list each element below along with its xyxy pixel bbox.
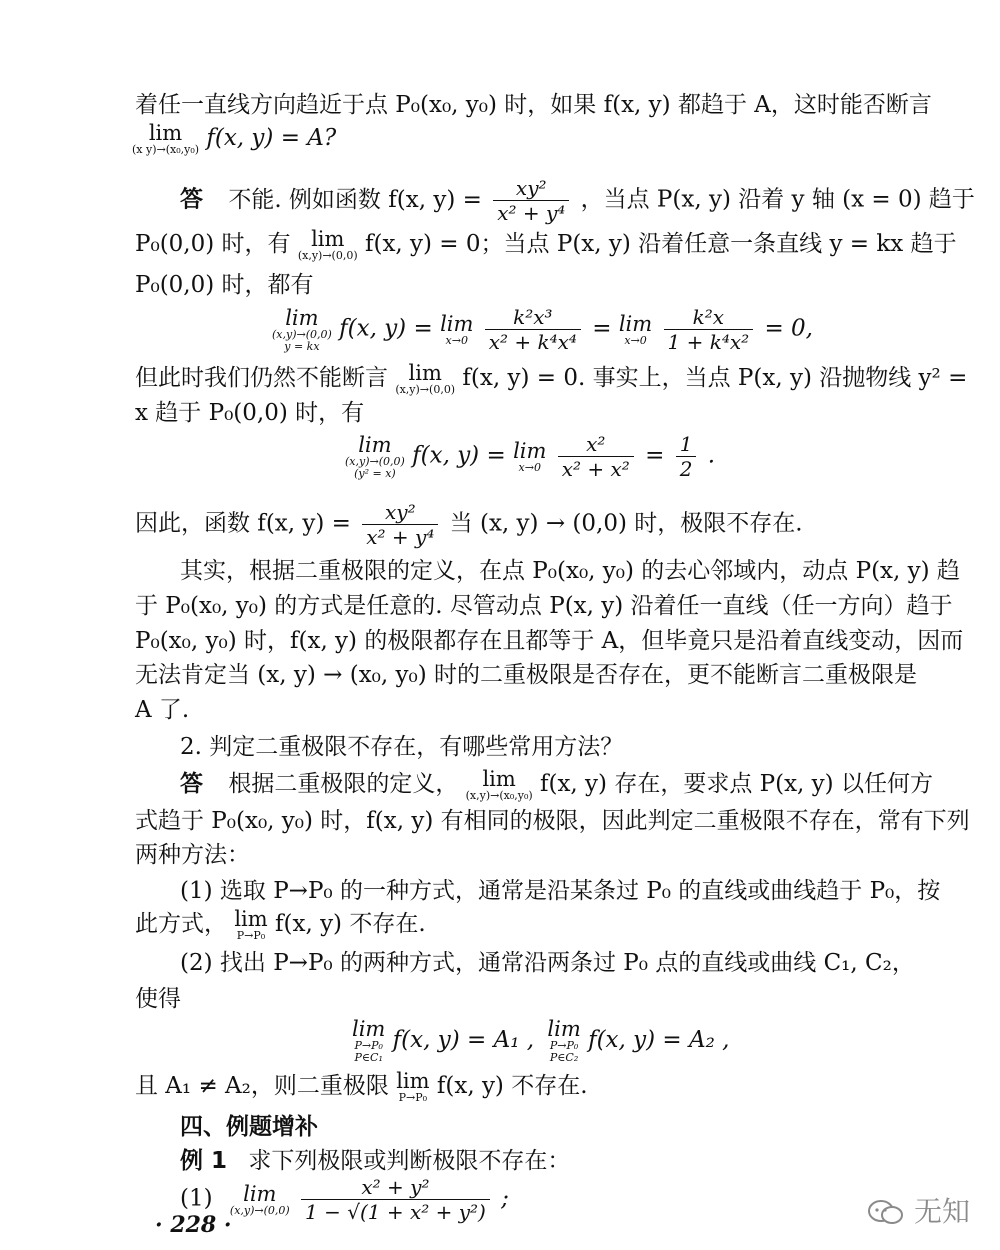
limit-operator: lim (x,y)→(0,0) (229, 1181, 290, 1217)
watermark (867, 1190, 970, 1230)
limit-operator: lim x→0 (440, 311, 474, 347)
example-line (180, 1146, 570, 1176)
paragraph-text: 使得 (135, 986, 181, 1012)
section-heading: 四、例题增补 (180, 1114, 318, 1140)
paragraph-text: 式趋于 P₀(x₀, y₀) 时，f(x, y) 有相同的极限，因此判定二重极限不存在，常有下列 (135, 808, 970, 834)
paragraph-text: f(x, y) 存在，要求点 P(x, y) 以任何方 (539, 771, 933, 797)
chat-bubble-icon (867, 1198, 905, 1228)
text-line (135, 90, 932, 120)
paragraph-text: 且 A₁ ≠ A₂，则二重极限 (135, 1073, 389, 1099)
text-line (180, 876, 940, 906)
text-line (135, 984, 181, 1014)
paragraph-text: A 了. (135, 697, 190, 723)
fraction: $\frac{\text{xy²}}{\text{x² + y⁴}}$ (493, 176, 569, 225)
paragraph-text: 不能. 例如函数 f(x, y) = (228, 186, 482, 213)
display-equation: lim (x,y)→(0,0) (y² = x) f(x, y) = lim x→0 $\frac{\text{x²}}{\text{x² + x²}}$ = $\frac{1}{2}$ . (345, 432, 716, 481)
text-line (135, 626, 963, 656)
text-line (135, 695, 189, 725)
text-line (135, 1070, 588, 1104)
limit-operator: lim P→P₀ P∈C₂ (547, 1017, 581, 1064)
paragraph-text: f(x, y) 不存在. (436, 1073, 588, 1099)
limit-operator: lim P→P₀ (234, 907, 268, 942)
text-line (135, 591, 953, 621)
fraction: $\frac{\text{x²}}{\text{x² + x²}}$ (558, 432, 634, 481)
limit-operator: lim (x,y)→(0,0) (y² = x) (345, 432, 405, 480)
paragraph-text: (1) 选取 P→P₀ 的一种方式，通常是沿某条过 P₀ 的直线或曲线趋于 P₀，按 (180, 878, 941, 904)
paragraph-text: P₀(x₀, y₀) 时，f(x, y) 的极限都存在且都等于 A，但毕竟只是沿着直线变动，因而 (135, 628, 964, 654)
math-line (132, 122, 336, 156)
paragraph-text: 但此时我们仍然不能断言 (135, 365, 388, 391)
watermark-text: 无知 (913, 1195, 970, 1228)
paragraph-text: (2) 找出 P→P₀ 的两种方式，通常沿两条过 P₀ 点的直线或曲线 C₁, C₂， (180, 950, 915, 976)
example-label: 例 1 (180, 1148, 228, 1174)
paragraph-text: 着任一直线方向趋近于点 P₀(x₀, y₀) 时，如果 f(x, y) 都趋于 A，这时能否断言 (135, 92, 932, 118)
paragraph-text: 因此，函数 f(x, y) = (135, 510, 351, 537)
limit-operator: lim P→P₀ (396, 1069, 430, 1104)
paragraph-text: 其实，根据二重极限的定义，在点 P₀(x₀, y₀) 的去心邻域内，动点 P(x, y) 趋 (180, 558, 960, 584)
display-equation: lim (x,y)→(0,0) y = kx f(x, y) = lim x→0 $\frac{\text{k²x³}}{\text{x² + k⁴x⁴}}$ = lim x→0 $\frac{\text{k²x}}{\text{1 + k⁴x²}}$ = 0, (272, 305, 813, 354)
text-line (135, 398, 364, 428)
limit-operator: lim (x,y)→(0,0) (297, 227, 358, 262)
text-line (135, 840, 250, 870)
text-line (135, 908, 426, 942)
text-line (180, 948, 915, 978)
paragraph-text: 两种方法： (135, 842, 250, 868)
fraction: $\frac{\text{xy²}}{\text{x² + y⁴}}$ (362, 500, 438, 549)
fraction: $\frac{\text{k²x³}}{\text{x² + k⁴x⁴}}$ (485, 305, 581, 354)
text-line (135, 660, 917, 690)
answer-label: 答 (180, 771, 203, 797)
paragraph-text: P₀(0,0) 时，有 (135, 231, 291, 257)
display-equation: (1) lim (x,y)→(0,0) $\frac{\text{x² + y²}}{\text{1 − √(1 + x² + y²)}}$ ; (180, 1175, 509, 1224)
paragraph-text: ，当点 P(x, y) 沿着 y 轴 (x = 0) 趋于 (580, 186, 975, 213)
text-line (180, 556, 960, 586)
paragraph-text: 2. 判定二重极限不存在，有哪些常用方法？ (180, 734, 624, 760)
paragraph-text: 此方式， (135, 911, 227, 937)
limit-operator: lim x→0 (618, 311, 653, 347)
limit-operator: lim (x,y)→(0,0) (395, 361, 456, 396)
paragraph-text: f(x, y) 不存在. (274, 911, 426, 937)
paragraph-text: 当 (x, y) → (0,0) 时，极限不存在. (449, 510, 803, 537)
text-line (135, 270, 314, 300)
limit-operator: lim P→P₀ P∈C₁ (352, 1017, 386, 1064)
question-heading (180, 732, 623, 762)
paragraph-text: 根据二重极限的定义， (228, 771, 459, 797)
math-expression: f(x, y) = A? (206, 125, 337, 151)
page-number: · 228 · (155, 1212, 232, 1238)
limit-operator: lim (x,y)→(0,0) y = kx (272, 305, 332, 353)
text-line (135, 500, 803, 549)
paragraph-text: 求下列极限或判断极限不存在： (248, 1148, 571, 1174)
answer-label: 答 (180, 186, 203, 213)
text-line (135, 806, 970, 836)
fraction: $\frac{\text{k²x}}{\text{1 + k⁴x²}}$ (664, 305, 754, 354)
fraction: $\frac{1}{2}$ (676, 432, 697, 481)
limit-operator: lim (x y)→(x₀,y₀) (132, 121, 200, 156)
paragraph-text: x 趋于 P₀(0,0) 时，有 (135, 400, 365, 426)
paragraph-text: 于 P₀(x₀, y₀) 的方式是任意的. 尽管动点 P(x, y) 沿着任一直线（任一方向）趋于 (135, 593, 953, 619)
limit-operator: lim x→0 (513, 438, 547, 474)
display-equation: lim P→P₀ P∈C₁ f(x, y) = A₁ , lim P→P₀ P∈C₂ f(x, y) = A₂ , (352, 1017, 730, 1064)
fraction: $\frac{\text{x² + y²}}{\text{1 − √(1 + x² + y²)}}$ (301, 1175, 490, 1224)
paragraph-text: f(x, y) = 0；当点 P(x, y) 沿着任意一条直线 y = kx 趋于 (364, 231, 957, 257)
text-line (135, 362, 967, 396)
text-line (135, 228, 957, 262)
limit-operator: lim (x,y)→(x₀,y₀) (465, 767, 533, 802)
text-line (180, 768, 933, 802)
paragraph-text: P₀(0,0) 时，都有 (135, 272, 314, 298)
text-line (180, 176, 975, 225)
paragraph-text: f(x, y) = 0. 事实上，当点 P(x, y) 沿抛物线 y² = (462, 365, 968, 391)
paragraph-text: 无法肯定当 (x, y) → (x₀, y₀) 时的二重极限是否存在，更不能断言二重极限是 (135, 662, 918, 688)
